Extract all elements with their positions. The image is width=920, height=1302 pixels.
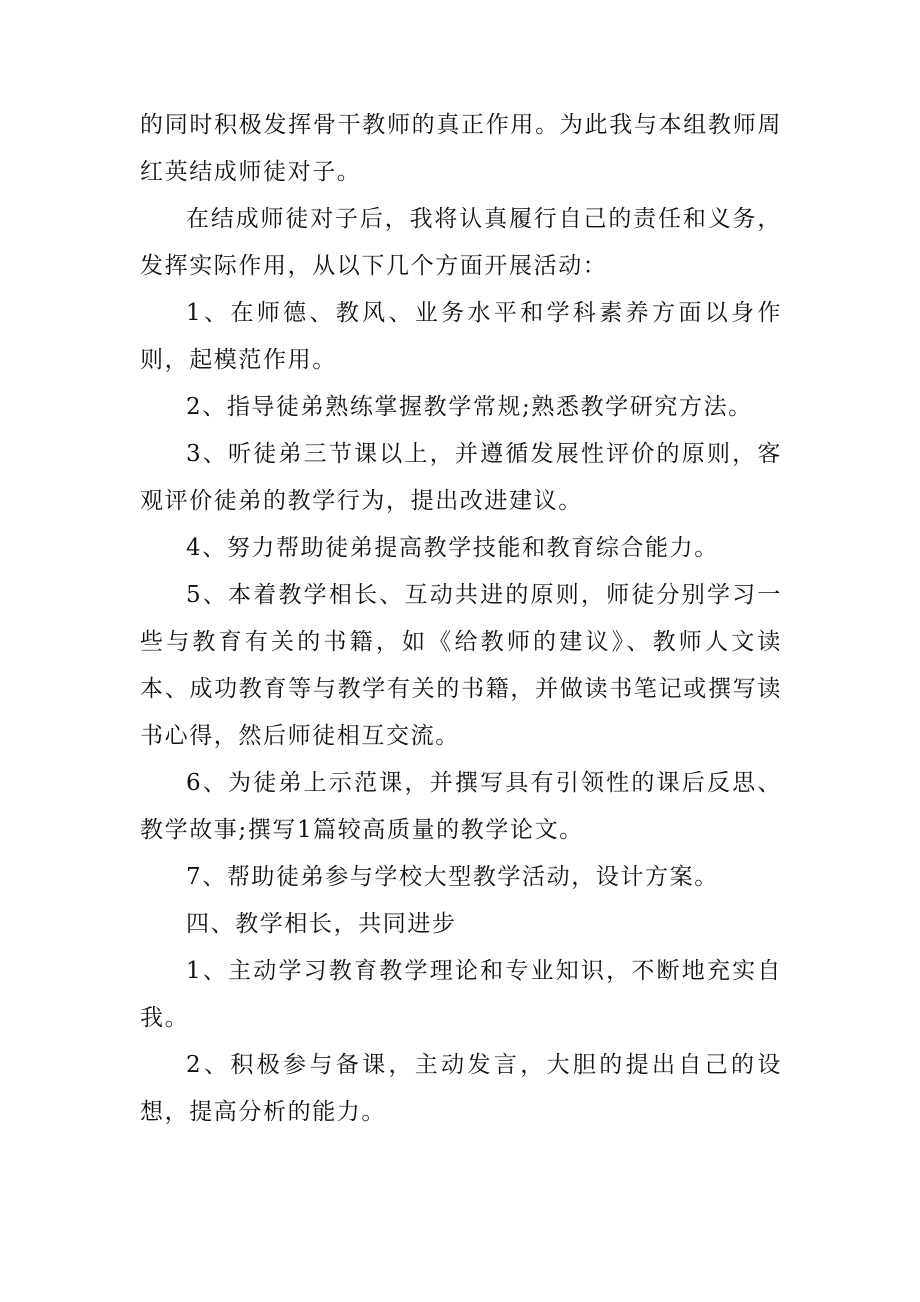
section-heading: 四、教学相长，共同进步 bbox=[186, 911, 457, 937]
list-item-6: 6、为徒弟上示范课，并撰写具有引领性的课后反思、教学故事;撰写1篇较高质量的教学论文。 bbox=[140, 770, 782, 843]
list-item-2: 2、指导徒弟熟练掌握教学常规;熟悉教学研究方法。 bbox=[186, 394, 753, 420]
list-item-3: 3、听徒弟三节课以上，并遵循发展性评价的原则，客观评价徒弟的教学行为，提出改进建议。 bbox=[140, 441, 782, 514]
paragraph-continuation: 的同时积极发挥骨干教师的真正作用。为此我与本组教师周红英结成师徒对子。 bbox=[140, 112, 782, 185]
document-body bbox=[140, 102, 782, 1136]
list-item-4: 4、努力帮助徒弟提高教学技能和教育综合能力。 bbox=[186, 535, 719, 561]
list-item-7: 7、帮助徒弟参与学校大型教学活动，设计方案。 bbox=[186, 864, 719, 890]
list-item-5: 5、本着教学相长、互动共进的原则，师徒分别学习一些与教育有关的书籍，如《给教师的建议》、教师人文读本、成功教育等与教学有关的书籍，并做读书笔记或撰写读书心得，然后师徒相互交流。 bbox=[140, 582, 782, 749]
section-item-2: 2、积极参与备课，主动发言，大胆的提出自己的设想，提高分析的能力。 bbox=[140, 1052, 782, 1125]
section-item-1: 1、主动学习教育教学理论和专业知识，不断地充实自我。 bbox=[140, 958, 782, 1031]
paragraph-intro: 在结成师徒对子后，我将认真履行自己的责任和义务，发挥实际作用，从以下几个方面开展活动： bbox=[140, 206, 782, 279]
list-item-1: 1、在师德、教风、业务水平和学科素养方面以身作则，起模范作用。 bbox=[140, 300, 782, 373]
